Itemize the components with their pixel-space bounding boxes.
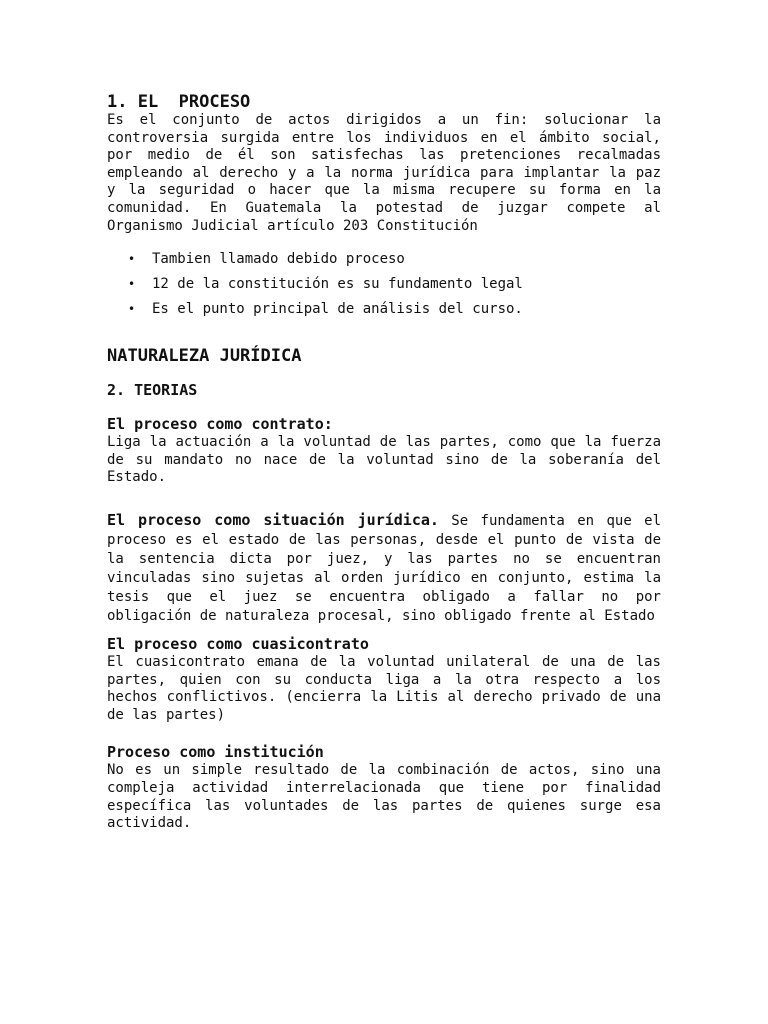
document-page [107,92,661,833]
paragraph-contrato: Liga la actuación a la voluntad de las partes, como que la fuerza de su mandato no nace de la voluntad sino de la soberanía del Estado. [107,434,661,486]
list-item [107,297,661,322]
section-heading-teorias: 2. TEORIAS [107,381,198,400]
bullet-icon: • [128,277,136,292]
list-item-text: 12 de la constitución es su fundamento legal [152,276,523,293]
subheading-institucion: Proceso como institución [107,743,324,762]
list-item-text: Es el punto principal de análisis del curso. [152,301,523,318]
section-heading-naturaleza: NATURALEZA JURÍDICA [107,346,302,367]
bullet-icon: • [128,302,136,317]
bullet-list [107,247,661,322]
subheading-cuasicontrato: El proceso como cuasicontrato [107,634,369,653]
list-item [107,247,661,272]
paragraph-situacion-text: Se fundamenta en que el proceso es el estado de las personas, desde el punto de vista de la sentencia dicta por juez, y las partes no se encuentran vinculadas sino sujetas al orden jurídico en conjunto, estima la tesis que el juez se encuentra obligado a fallar no por obligación de naturaleza procesal, sino obligado frente al Estado [107,512,662,624]
subheading-situacion: El proceso como situación jurídica. [107,510,439,529]
paragraph-proceso: Es el conjunto de actos dirigidos a un fin: solucionar la controversia surgida entre los individuos en el ámbito social, por medio de él son satisfechas las pretenciones recalmadas empleando al derecho y a la norma jurídica para implantar la paz y la seguridad o hacer que la misma recupere su forma en la comunidad. En Guatemala la potestad de juzgar compete al Organismo Judicial artículo 203 Constitución [107,112,661,234]
bullet-icon: • [128,252,136,267]
list-item [107,272,661,297]
paragraph-cuasicontrato: El cuasicontrato emana de la voluntad unilateral de una de las partes, quien con su conducta liga a la otra respecto a los hechos conflictivos. (encierra la Litis al derecho privado de una de las partes) [107,653,661,723]
paragraph-institucion: No es un simple resultado de la combinación de actos, sino una compleja actividad interrelacionada que tiene por finalidad específica las voluntades de las partes de quienes surge esa actividad. [107,762,661,832]
section-heading-proceso: 1. EL PROCESO [107,92,251,112]
list-item-text: Tambien llamado debido proceso [152,251,405,268]
paragraph-situacion [107,511,661,626]
subheading-contrato: El proceso como contrato: [107,415,333,434]
